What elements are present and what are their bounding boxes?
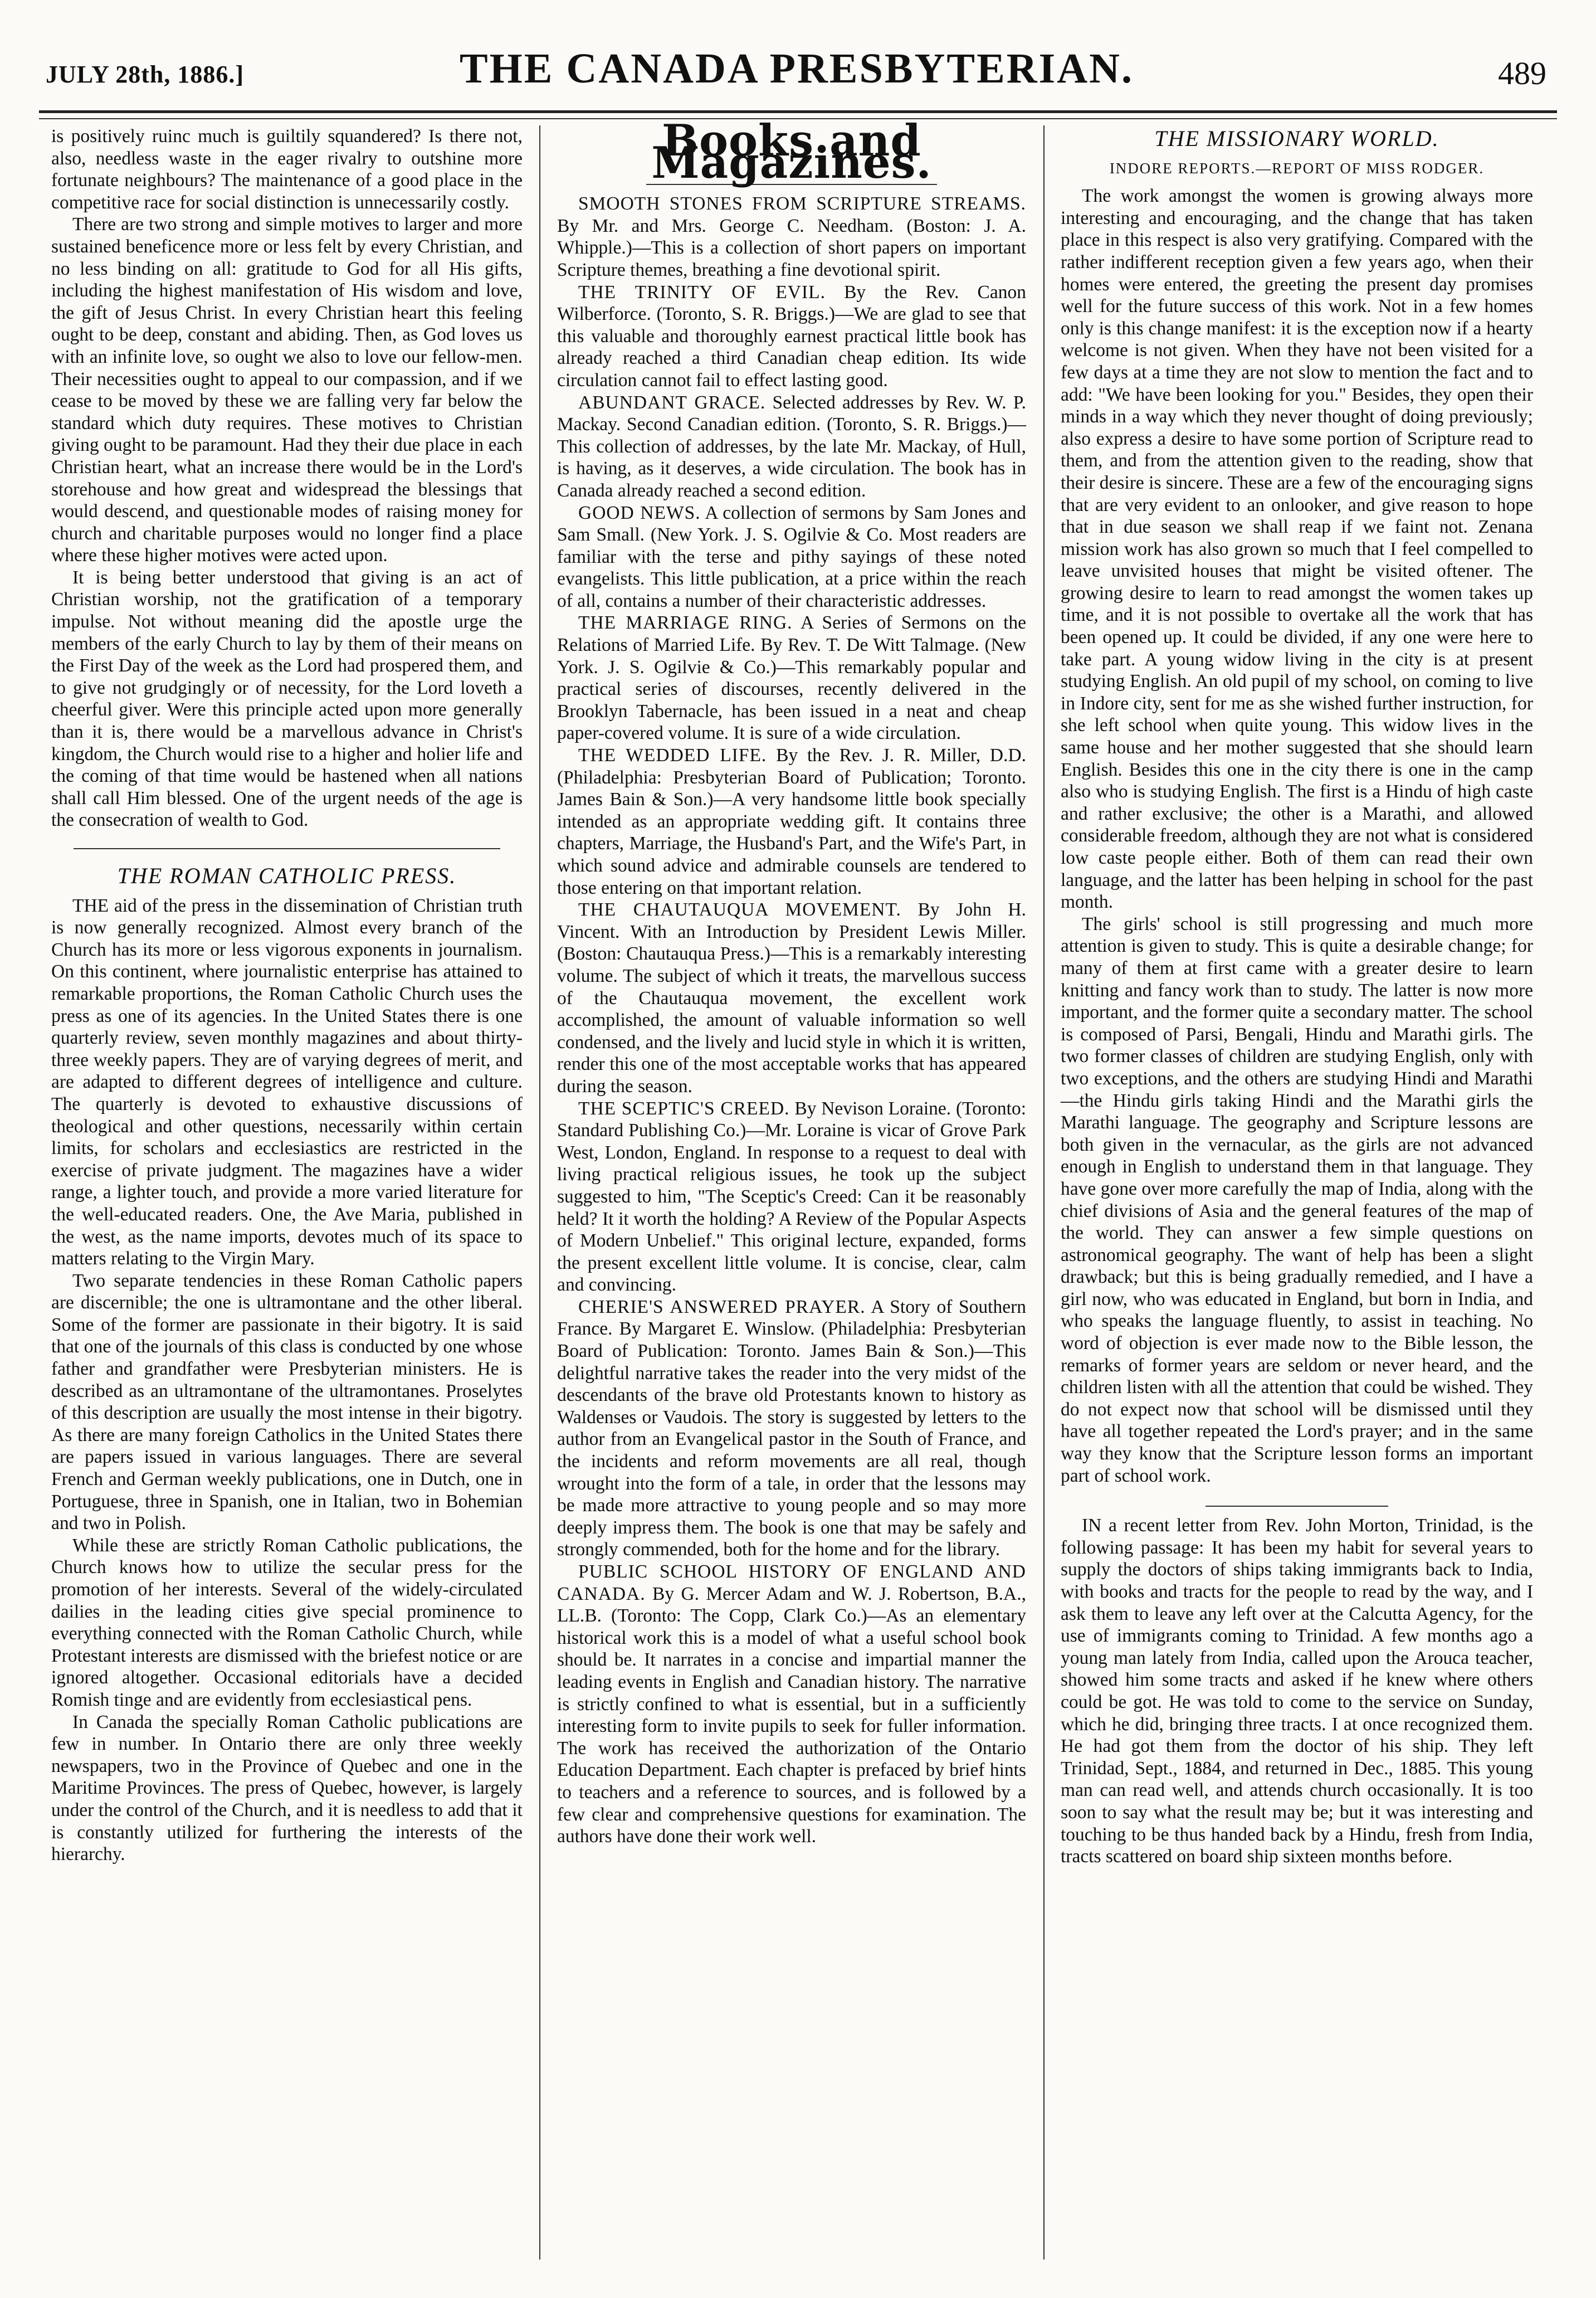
section-rule: [1205, 1506, 1388, 1507]
book-title: THE WEDDED LIFE.: [578, 745, 767, 766]
page-number: 489: [1498, 55, 1546, 91]
book-review-body: By Mr. and Mrs. George C. Needham. (Boston: J. A. Whipple.)—This is a collection of short papers on important Scripture themes, breathing a fine devotional spirit.: [557, 215, 1026, 280]
book-review: [557, 1296, 1026, 1561]
article-paragraph: Two separate tendencies in these Roman Catholic papers are discernible; the one is ultramontane and the other liberal. Some of the former are passionate in their bigotry. It is said that one of the journals of this class is conducted by one whose father and grandfather were Presbyterian ministers. He is described as an ultramontane of the ultramontanes. Proselytes of this description are usually the most intense in their bigotry. As there are many foreign Catholics in the United States there are papers issued in various languages. There are several French and German weekly publications, one in Dutch, one in Portuguese, three in Spanish, one in Italian, two in Bohemian and two in Polish.: [51, 1270, 523, 1534]
book-title: ABUNDANT GRACE.: [578, 392, 766, 413]
article-paragraph: While these are strictly Roman Catholic publications, the Church knows how to utilize the secular press for the promotion of her interests. Several of the widely-circulated dailies in the leading cities give special prominence to everything connected with the Roman Catholic Church, while Protestant interests are dismissed with the briefest notice or are ignored altogether. Occasional editorials have a decided Romish tinge and are evidently from ecclesiastical pens.: [51, 1535, 523, 1710]
book-review: [557, 502, 1026, 612]
book-title: THE MARRIAGE RING.: [578, 612, 793, 634]
section-title: THE ROMAN CATHOLIC PRESS.: [117, 863, 457, 888]
column-divider: [539, 125, 540, 2260]
section-title: Books and Magazines.: [651, 115, 932, 188]
article-paragraph: In Canada the specially Roman Catholic publications are few in number. In Ontario there are only three weekly newspapers, two in the Province of Quebec and one in the Maritime Provinces. The press of Quebec, however, is largely under the control of the Church, and it is needless to add that it is constantly utilized for furthering the interests of the hierarchy.: [51, 1711, 523, 1865]
article-paragraph: There are two strong and simple motives to larger and more sustained beneficence more or less felt by every Christian, and no less binding on all: gratitude to God for all His gifts, including the highest manifestation of His wisdom and love, the gift of Jesus Christ. In every Christian heart this feeling ought to be deep, constant and abiding. Then, as God loves us with an infinite love, so ought we also to love our fellow-men. Their necessities ought to appeal to our compassion, and if we cease to be moved by these we are falling very far below the standard which duty requires. These motives to Christian giving ought to be paramount. Had they their due place in each Christian heart, what an increase there would be in the Lord's storehouse and how great and widespread the blessings that would descend, and questionable modes of raising money for church and charitable purposes would no longer find a place where these higher motives were acted upon.: [51, 214, 523, 566]
book-title: SMOOTH STONES FROM SCRIPTURE STREAMS.: [578, 193, 1026, 215]
book-review-body: By Nevison Loraine. (Toronto: Standard Publishing Co.)—Mr. Loraine is vicar of Grove Park West, London, England. In response to a request to deal with living practical religious issues, he took up the subject suggested to him, "The Sceptic's Creed: Can it be reasonably held? It it worth the holding? A Review of the Popular Aspects of Modern Unbelief." This original lecture, expanded, forms the present excellent little volume. It is concise, clear, calm and convincing.: [557, 1098, 1027, 1296]
book-review: [557, 899, 1026, 1097]
book-title: PUBLIC SCHOOL HISTORY OF ENGLAND AND CANADA.: [557, 1561, 1026, 1604]
column-divider: [1043, 125, 1045, 2260]
page-header: [39, 45, 1554, 106]
article-paragraph: THE aid of the press in the dissemination of Christian truth is now generally recognized. Almost every branch of the Church has its more or less vigorous exponents in journalism. On this continent, where journalistic enterprise has attained to remarkable proportions, the Roman Catholic Church uses the press as one of its agencies. In the United States there is one quarterly review, seven monthly magazines and about thirty-three weekly papers. They are of varying degrees of merit, and are adapted to different degrees of intelligence and culture. The quarterly is devoted to exhaustive discussions of theological and other questions, necessarily within certain limits, for scholars and ecclesiastics are restricted in the exercise of private judgment. The magazines have a wider range, a lighter touch, and provide a more varied literature for the well-educated readers. One, the Ave Maria, published in the west, as the name imports, devotes much of its space to matters relating to the Virgin Mary.: [51, 895, 523, 1269]
book-title: THE TRINITY OF EVIL.: [578, 281, 826, 303]
book-review: [557, 392, 1026, 502]
section-subtitle: INDORE REPORTS.—REPORT OF MISS RODGER.: [1109, 159, 1485, 177]
header-rule: [39, 110, 1557, 113]
book-review-body: A Series of Sermons on the Relations of Married Life. By Rev. T. De Witt Talmage. (New York. J. S. Ogilvie & Co.)—This remarkably popular and practical series of discourses, recently delivered in the Brooklyn Tabernacle, has been issued in a neat and cheap paper-covered volume. It is sure of a wide circulation.: [557, 612, 1027, 744]
book-title: GOOD NEWS.: [578, 502, 701, 523]
article-paragraph: The work amongst the women is growing always more interesting and encouraging, and the change that has taken place in this respect is also very gratifying. Compared with the rather indifferent reception given a few years ago, when their homes were entered, the greeting the present day promises well for the future success of this work. Not in a few homes only is this change manifest: it is the exception now if a hearty welcome is not given. When they have not been visited for a few days at a time they are not slow to mention the fact and to add: "We have been looking for you." Besides, they open their minds in a way which they never thought of doing previously; also express a desire to have some portion of Scripture read to them, and from the attention given to the reading, show that their desire is sincere. These are a few of the encouraging signs that are very evident to an onlooker, and give reason to hope that in due season we shall reap if we faint not. Zenana mission work has also grown so much that I feel compelled to leave unvisited houses that might be visited oftener. The growing desire to learn to read amongst the women takes up time, and it is not possible to overtake all the work that has been opened up. It could be divided, if any one were here to take part. A young widow living in the city is at present studying English. An old pupil of my school, on coming to live in Indore city, sent for me as she wished further instruction, for she left school when quite young. This widow lives in the same house and her mother suggested that she should learn English. Besides this one in the city there is one in the camp also who is studying English. The first is a Hindu of high caste and rather exclusive; the other is a Marathi, and allowed considerable freedom, although they are not what is considered low caste people either. Both of them can read their own language, and the latter has been helping in school for the past month.: [1061, 186, 1533, 913]
column-middle: [557, 115, 1027, 1848]
column-right: [1061, 125, 1533, 1868]
article-paragraph: It is being better understood that giving is an act of Christian worship, not the gratification of a temporary impulse. Not without meaning did the apostle urge the members of the early Church to lay by them of their means on the First Day of the week as the Lord had prospered them, and to give not grudgingly or of necessity, for the Lord loveth a cheerful giver. Were this principle acted upon more generally than it is, there would be a marvellous advance in Christ's kingdom, the Church would rise to a higher and holier life and the coming of that time would be hastened when all nations shall call Him blessed. One of the urgent needs of the age is the consecration of wealth to God.: [51, 567, 523, 831]
book-title: THE SCEPTIC'S CREED.: [578, 1098, 790, 1119]
book-review-body: Selected addresses by Rev. W. P. Mackay. Second Canadian edition. (Toronto, S. R. Briggs.)—This collection of addresses, by the late Mr. Mackay, of Hull, is having, as it deserves, a wide circulation. The book has in Canada already reached a second edition.: [557, 392, 1026, 501]
newspaper-title: THE CANADA PRESBYTERIAN.: [459, 45, 1134, 92]
book-review: [557, 1098, 1026, 1296]
book-review-body: A Story of Southern France. By Margaret E. Winslow. (Philadelphia: Presbyterian Board of Publication: Toronto. James Bain & Son.)—This delightful narrative takes the reader into the very midst of the descendants of the brave old Protestants known to history as Waldenses or Vaudois. The story is suggested by letters to the author from an Evangelical pastor in the South of France, and the incidents and reform movements are all real, though wrought into the form of a tale, in order that the lessons may be made more attractive to young people and so may more deeply impress them. The book is one that may be safely and strongly commended, both for the home and for the library.: [557, 1296, 1026, 1560]
book-review-body: By G. Mercer Adam and W. J. Robertson, B.A., LL.B. (Toronto: The Copp, Clark Co.)—As an elementary historical work this is a model of what a useful school book should be. It narrates in a concise and impartial manner the leading events in English and Canadian history. The narrative is strictly confined to what is essential, but in a sufficiently interesting form to invite pupils to seek for fuller information. The work has received the authorization of the Ontario Education Department. Each chapter is prefaced by brief hints to teachers and a reference to sources, and is followed by a few clear and comprehensive questions for examination. The authors have done their work well.: [557, 1583, 1026, 1847]
book-review: [557, 1561, 1026, 1848]
issue-date: JULY 28th, 1886.]: [46, 61, 245, 88]
book-review-body: By John H. Vincent. With an Introduction by President Lewis Miller. (Boston: Chautauqua Press.)—This is a remarkably interesting volume. The subject of which it treats, the marvellous success of the Chautauqua movement, the excellent work accomplished, the amount of valuable information so well condensed, and the lively and lucid style in which it is written, render this one of the most acceptable works that has appeared during the season.: [557, 899, 1026, 1097]
book-review: [557, 193, 1026, 281]
book-title: THE CHAUTAUQUA MOVEMENT.: [578, 899, 901, 921]
book-title: CHERIE'S ANSWERED PRAYER.: [578, 1296, 866, 1317]
book-review-body: A collection of sermons by Sam Jones and Sam Small. (New York. J. S. Ogilvie & Co. Most readers are familiar with the terse and pithy sayings of these noted evangelists. This little publication, at a price within the reach of all, contains a number of their characteristic addresses.: [557, 502, 1026, 611]
book-review-body: By the Rev. J. R. Miller, D.D. (Philadelphia: Presbyterian Board of Publication; Toronto. James Bain & Son.)—A very handsome little book specially intended as an appropriate wedding gift. It contains three chapters, Marriage, the Husband's Part, and the Wife's Part, in which sound advice and admirable counsels are tendered to those entering on that important relation.: [557, 745, 1027, 898]
article-paragraph: IN a recent letter from Rev. John Morton, Trinidad, is the following passage: It has been my habit for several years to supply the doctors of ships taking immigrants back to India, with books and tracts for the people to read by the way, and I ask them to leave any left over at the Calcutta Agency, for the use of immigrants coming to Trinidad. A few months ago a young man lately from India, called upon the Arouca teacher, showed him some tracts and asked if he knew where others could be got. He was told to come to the service on Sunday, which he did, bringing three tracts. I at once recognized them. He had got them from the doctor of his ship. They left Trinidad, Sept., 1884, and returned in Dec., 1885. This young man can read well, and attends church occasionally. It is too soon to say what the result may be; but it was interesting and touching to be thus handed back by a Hindu, fresh from India, tracts scattered on board ship sixteen months before.: [1061, 1515, 1533, 1867]
book-review-body: By the Rev. Canon Wilberforce. (Toronto, S. R. Briggs.)—We are glad to see that this valuable and thoroughly earnest practical little book has already reached a third Canadian cheap edition. Its wide circulation cannot fail to effect lasting good.: [557, 281, 1026, 391]
book-review: [557, 612, 1026, 744]
article-paragraph: is positively ruinc much is guiltily squandered? Is there not, also, needless waste in the eager rivalry to outshine more fortunate neighbours? The maintenance of a good place in the competitive race for social distinction is unnecessarily costly.: [51, 126, 523, 213]
book-review: [557, 744, 1026, 899]
book-review: [557, 281, 1026, 392]
article-paragraph: The girls' school is still progressing and much more attention is given to study. This is quite a desirable change; for many of them at first came with a greater desire to learn knitting and fancy work than to study. The latter is now more important, and the former quite a secondary matter. The school is composed of Parsi, Bengali, Hindu and Marathi girls. The two former classes of children are studying English, only with two exceptions, and the others are studying Hindi and Marathi—the Hindu girls taking Hindi and the Marathi girls the Marathi language. The geography and Scripture lessons are both given in the vernacular, as the girls are not advanced enough in English to understand them in that language. They have gone over more carefully the map of India, along with the chief divisions of Asia and the general features of the map of the world. They can answer a few simple questions on astronomical geography. The want of help has been a slight drawback; but this is being gradually remedied, and I have a girl now, who was educated in England, but born in India, and who speaks the language fluently, to assist in teaching. No word of objection is ever made now to the Bible lesson, the remarks of former years are seldom or never heard, and the children listen with all the attention that could be wished. They do not expect now that school will be dismissed until they have all together repeated the Lord's prayer; and in the same way they know that the Scripture lesson forms an important part of school work.: [1061, 913, 1533, 1486]
section-rule: [74, 848, 500, 849]
column-left: [51, 125, 523, 1866]
section-title: THE MISSIONARY WORLD.: [1154, 126, 1439, 151]
